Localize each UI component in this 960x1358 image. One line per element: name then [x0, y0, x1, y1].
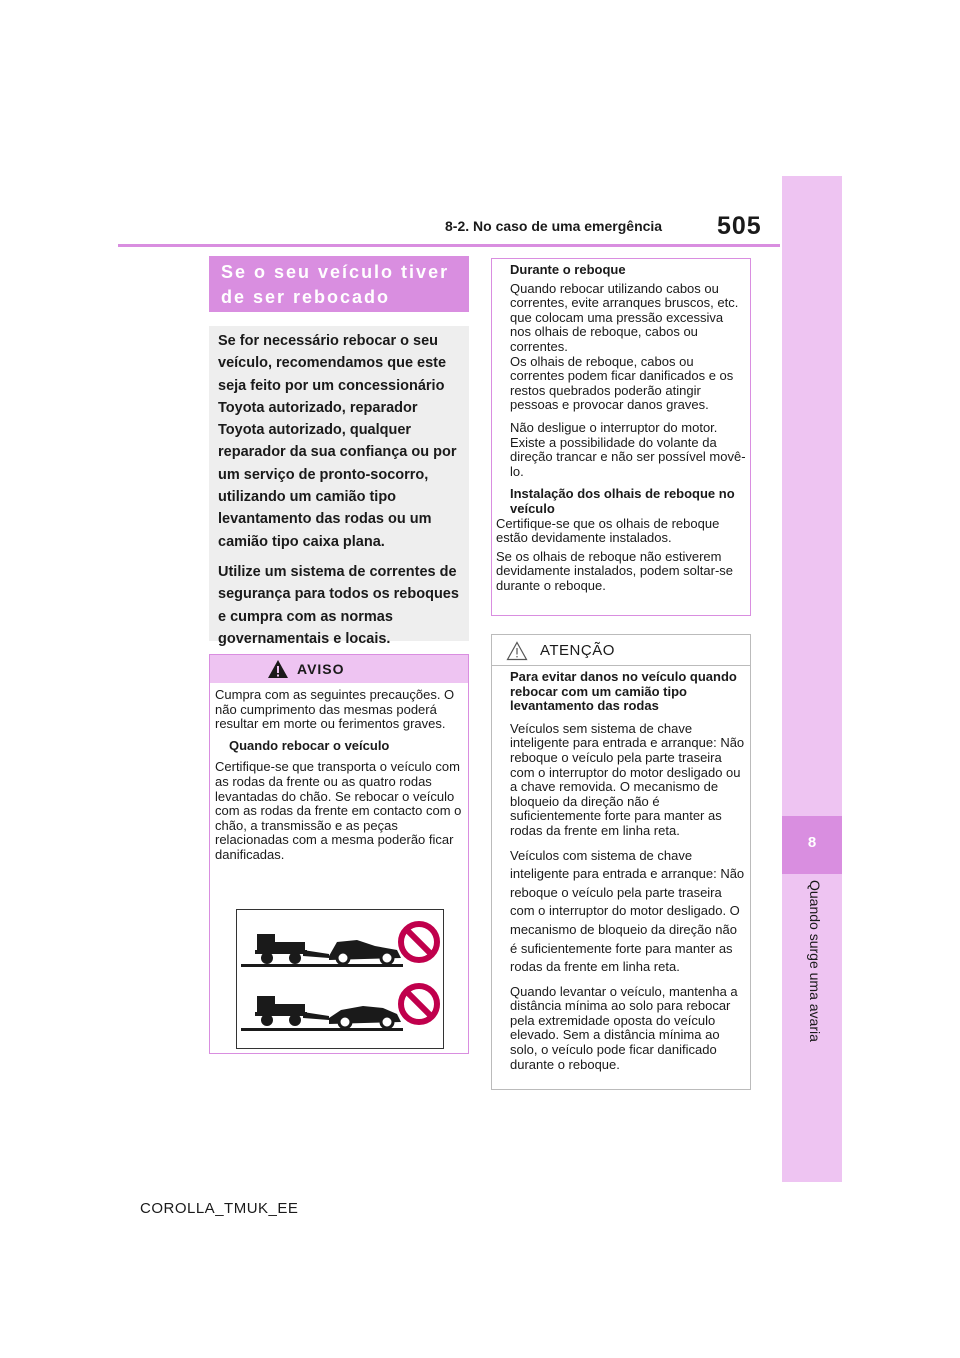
atencao-title: ATENÇÃO [540, 642, 615, 659]
paragraph: Os olhais de reboque, cabos ou correntes podem ficar danificados e os restos quebrados poderão atingir pessoas e provocar danos graves. [510, 353, 734, 413]
subheading: Para evitar danos no veículo quando rebocar com um camião tipo levantamento das rodas [510, 669, 737, 714]
paragraph: Veículos sem sistema de chave inteligente para entrada e arranque: Não reboque o veículo pela parte traseira com o interruptor do motor desligado ou a chave removida. O mecanismo de bloqueio da direção não é suficientemente forte para manter as rodas da frente em linha reta. [510, 720, 745, 838]
aviso-title: AVISO [297, 661, 345, 677]
prohibited-icon [401, 924, 437, 960]
header-rule [118, 244, 780, 247]
aviso-body [215, 688, 465, 870]
section-label: 8-2. No caso de uma emergência [445, 218, 663, 234]
paragraph: Quando rebocar utilizando cabos ou correntes, evite arranques bruscos, etc. que colocam uma pressão excessiva nos olhais de reboque, cabos ou correntes. [510, 280, 739, 354]
aviso-paragraph: Certifique-se que transporta o veículo com as rodas da frente ou as quatro rodas levantadas do chão. Se rebocar o veículo com as rodas da frente em contacto com o chão, a transmissão e as peças relacionadas com a mesma poderão ficar danificadas. [215, 759, 462, 862]
chapter-number: 8 [807, 834, 817, 851]
paragraph: Certifique-se que os olhais de reboque estão devidamente instalados. [496, 515, 720, 546]
towing-prohibited-illustration [236, 909, 444, 1049]
paragraph: Não desligue o interruptor do motor. Existe a possibilidade do volante da direção trancar e não ser possível movê-lo. [510, 419, 746, 479]
prohibited-icon [401, 986, 437, 1022]
aviso-subheading: Quando rebocar o veículo [229, 737, 390, 753]
page-number: 505 [717, 212, 762, 240]
caution-triangle-icon [506, 641, 528, 661]
paragraph: Veículos com sistema de chave inteligente para entrada e arranque: Não reboque o veículo pela parte traseira com o interruptor do motor desligado. O mecanismo de bloqueio da direção não é suficientemente forte para manter as rodas da frente em linha reta. [510, 847, 745, 975]
aviso-continuation-body [496, 263, 746, 601]
atencao-body [496, 670, 746, 1080]
car-icon [329, 1006, 401, 1028]
atencao-divider [492, 665, 750, 666]
intro-paragraph: Se for necessário rebocar o seu veículo, recomendamos que este seja feito por um concessionário Toyota autorizado, reparador Toyota autorizado, qualquer reparador da sua confiança ou por um serviço de pronto-socorro, utilizando um camião tipo levantamento das rodas ou um camião tipo caixa plana. [218, 333, 457, 550]
car-icon [329, 940, 401, 964]
warning-triangle-icon [267, 659, 289, 679]
paragraph: Se os olhais de reboque não estiverem devidamente instalados, podem soltar-se durante o reboque. [496, 548, 734, 593]
paragraph: Quando levantar o veículo, mantenha a distância mínima ao solo para rebocar pela extremidade oposta do veículo elevado. Sem a distância mínima ao solo, o veículo pode ficar danificado durante o reboque. [510, 983, 738, 1072]
aviso-paragraph: Cumpra com as seguintes precauções. O não cumprimento das mesmas poderá resultar em morte ou ferimentos graves. [215, 687, 455, 732]
intro-text [218, 330, 464, 658]
subheading: Durante o reboque [510, 262, 626, 277]
chapter-title: Quando surge uma avaria [807, 880, 823, 1042]
intro-paragraph: Utilize um sistema de correntes de segurança para todos os reboques e cumpra com as normas governamentais e locais. [218, 563, 459, 647]
section-title: Se o seu veículo tiver de ser rebocado [221, 262, 450, 307]
subheading: Instalação dos olhais de reboque no veículo [510, 486, 735, 516]
footer-model-code: COROLLA_TMUK_EE [140, 1200, 299, 1217]
